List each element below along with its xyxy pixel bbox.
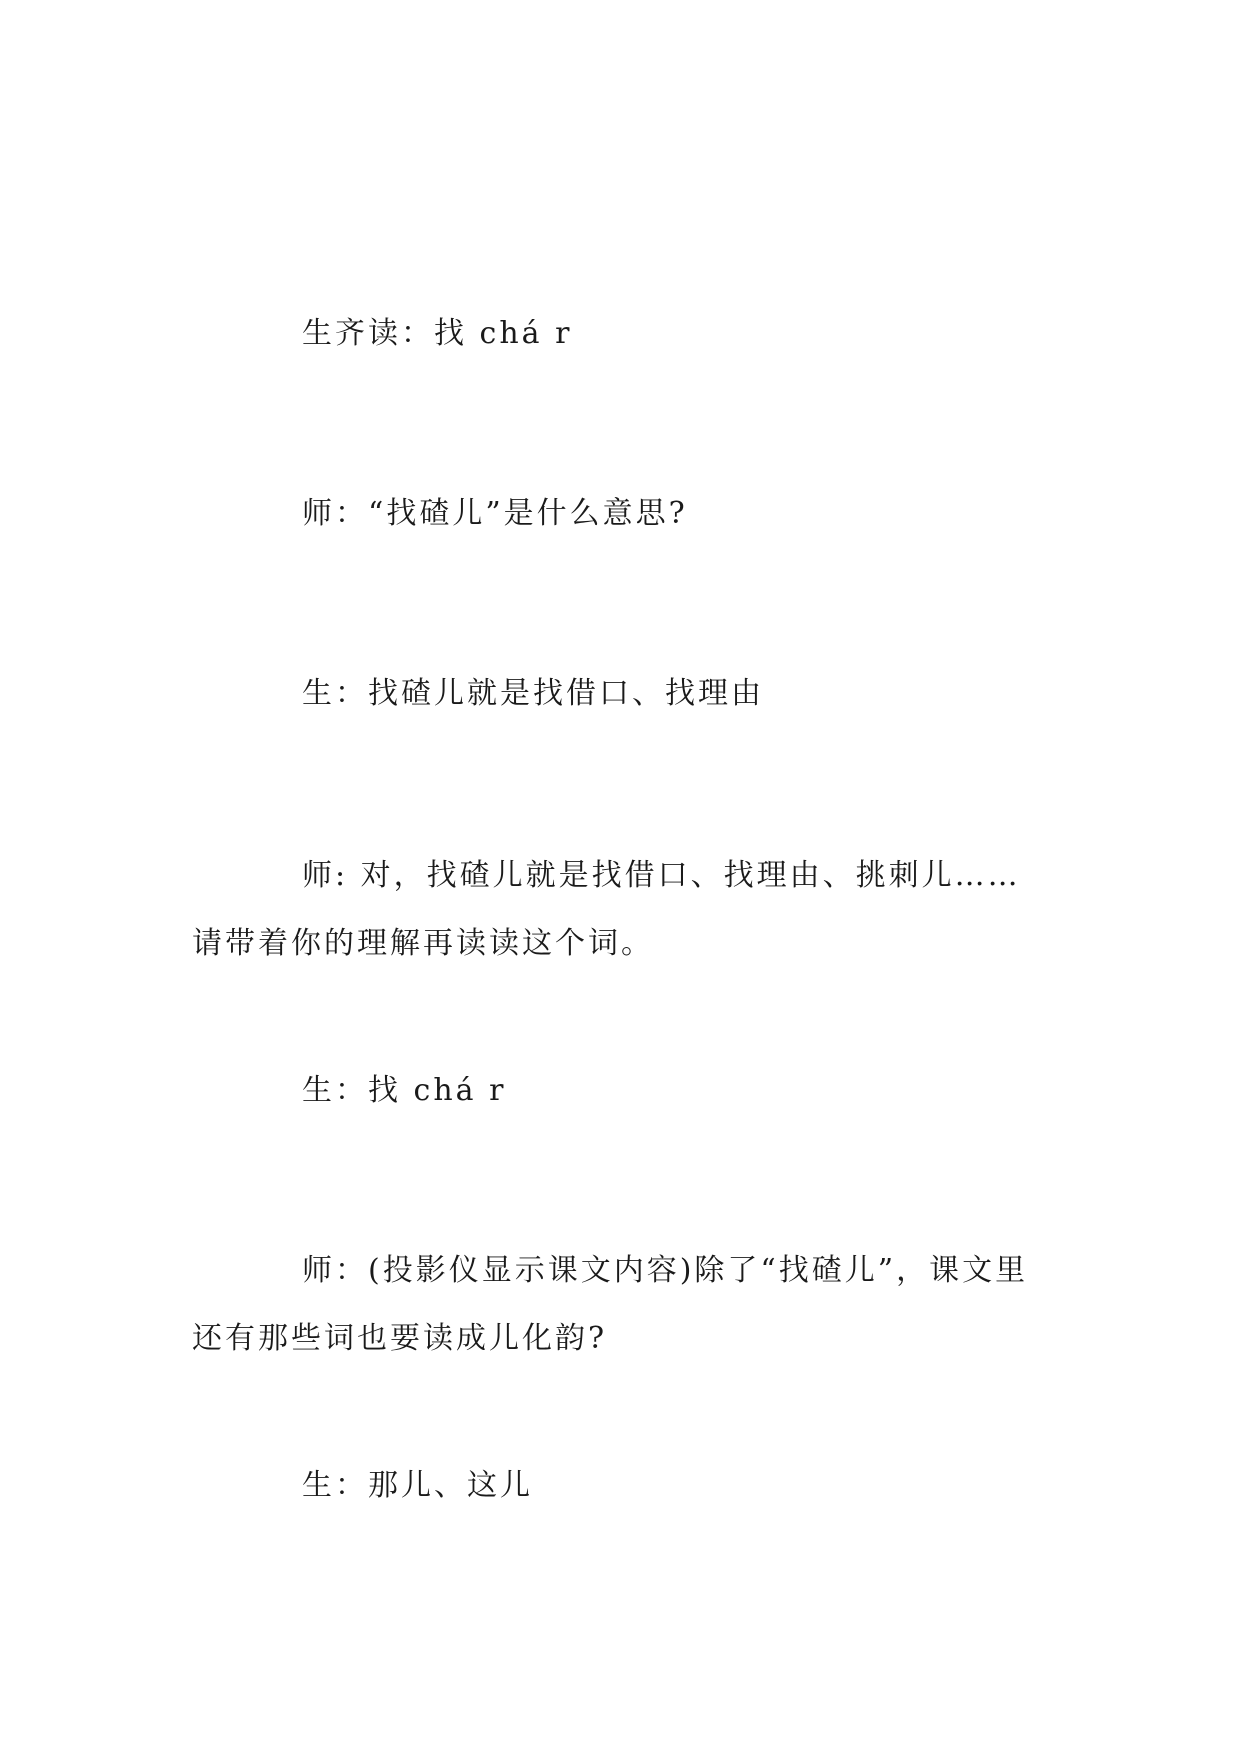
paragraph-teacher-projector: 师：(投影仪显示课文内容)除了“找碴儿”，课文里还有那些词也要读成儿化韵? [192,1253,1029,1356]
paragraph-teacher-question: 师：“找碴儿”是什么意思? [302,496,688,531]
paragraph-student-read: 生：找 chá r [302,1073,507,1108]
paragraph-student-words: 生：那儿、这儿 [302,1468,533,1503]
paragraph-student-answer: 生：找碴儿就是找借口、找理由 [302,676,764,711]
paragraph-teacher-explain: 师: 对，找碴儿就是找借口、找理由、挑刺儿……请带着你的理解再读读这个词。 [192,858,1021,961]
paragraph-students-read: 生齐读：找 chá r [302,316,573,351]
